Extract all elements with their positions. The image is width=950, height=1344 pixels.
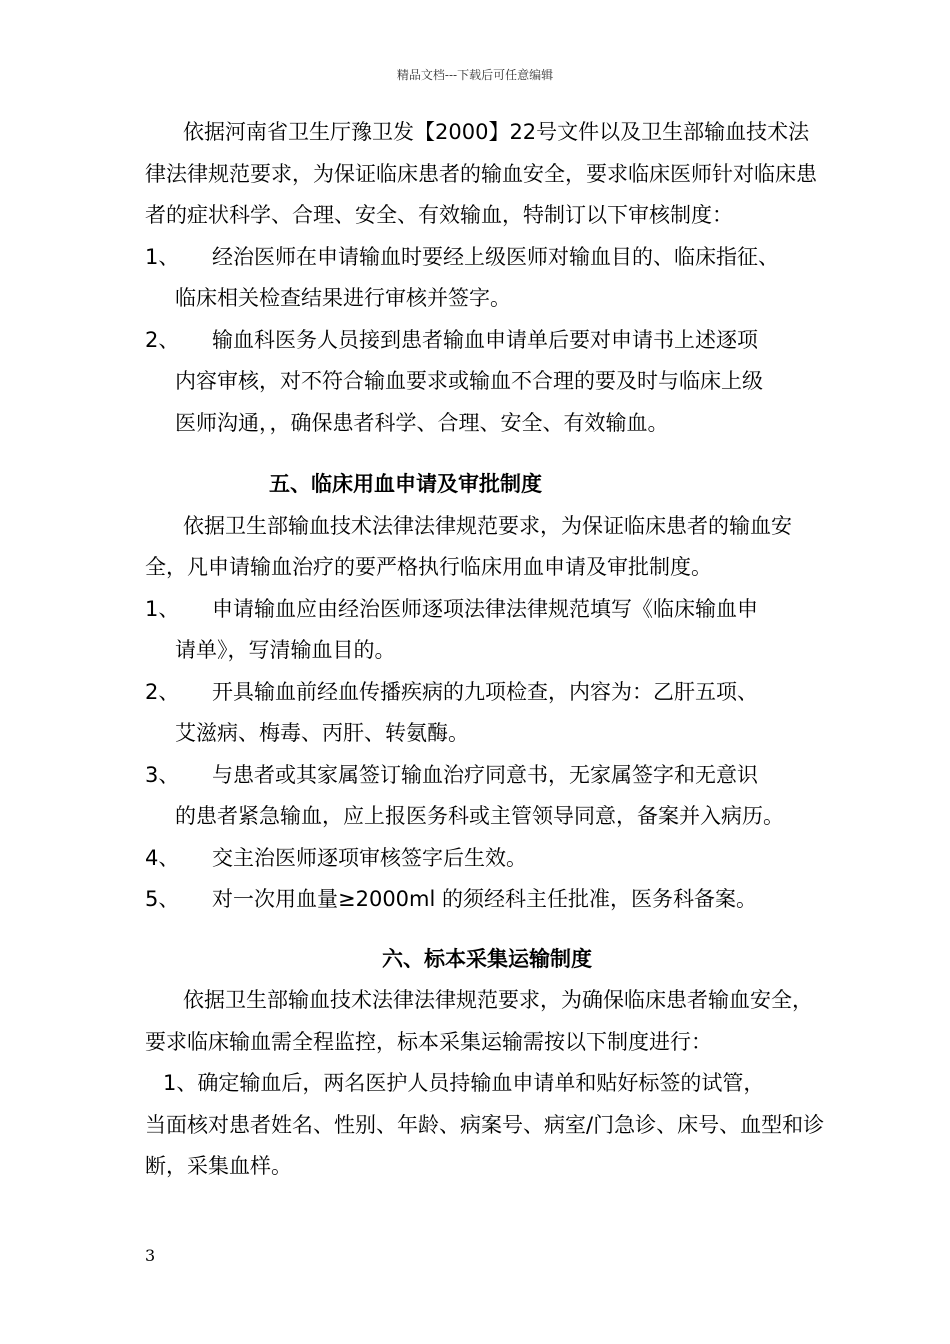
item-line: 医师沟通，，确保患者科学、合理、安全、有效输血。 [175,410,669,435]
page-number: 3 [145,1246,156,1265]
list-item-line: 当面核对患者姓名、性别、年龄、病案号、病室/门急诊、床号、血型和诊断，采集血样。 [145,1112,825,1178]
item-line: 内容审核，对不符合输血要求或输血不合理的要及时与临床上级 [175,369,763,393]
section-heading: 五、临床用血申请及审批制度 [269,472,542,496]
section-heading: 六、标本采集运输制度 [382,946,592,971]
item-line: 请单》，写清输血目的。 [175,638,396,662]
item-line: 的患者紧急输血，应上报医务科或主管领导同意，备案并入病历。 [175,804,784,828]
intro-paragraph: 依据河南省卫生厅豫卫发【2000】22号文件以及卫生部输血技术法律法律规范要求，为保证临床患者的输血安全，要求临床医师针对临床患者的症状科学、合理、安全、有效输血，特制订以下审核制度： [145,120,817,227]
list-item-line: 1、确定输血后，两名医护人员持输血申请单和贴好标签的试管， [163,1071,765,1095]
list-item [145,237,825,320]
list-item [145,879,825,921]
item-number: 2、 [145,679,180,704]
item-line: 开具输血前经血传播疾病的九项检查，内容为：乙肝五项、 [212,679,758,704]
item-line: 输血科医务人员接到患者输血申请单后要对申请书上述逐项 [212,327,758,352]
item-number: 3、 [145,762,180,787]
item-number: 1、 [145,596,180,621]
section-paragraph: 依据卫生部输血技术法律法律规范要求，为保证临床患者的输血安全，凡申请输血治疗的要严格执行临床用血申请及审批制度。 [145,513,792,579]
item-line: 临床相关检查结果进行审核并签字。 [175,286,511,310]
item-number: 2、 [145,327,180,352]
page-header: 精品文档---下载后可任意编辑 [396,68,554,82]
list-item [145,755,825,838]
list-item [145,838,825,880]
document-body [145,112,825,1188]
item-line: 与患者或其家属签订输血治疗同意书，无家属签字和无意识 [212,762,758,787]
list-item [145,672,825,755]
item-line: 艾滋病、梅毒、丙肝、转氨酶。 [175,721,469,745]
item-number: 1、 [145,244,180,269]
item-number: 5、 [145,887,180,911]
item-line: 对一次用血量≥2000ml 的须经科主任批准，医务科备案。 [212,887,758,911]
list-item [145,320,825,445]
list-item [145,589,825,672]
item-number: 4、 [145,845,180,870]
section-paragraph: 依据卫生部输血技术法律法律规范要求，为确保临床患者输血安全，要求临床输血需全程监控，标本采集运输需按以下制度进行： [145,988,813,1054]
item-line: 交主治医师逐项审核签字后生效。 [212,845,527,870]
item-line: 经治医师在申请输血时要经上级医师对输血目的、临床指征、 [212,244,779,269]
item-line: 申请输血应由经治医师逐项法律法律规范填写《临床输血申 [212,596,758,621]
